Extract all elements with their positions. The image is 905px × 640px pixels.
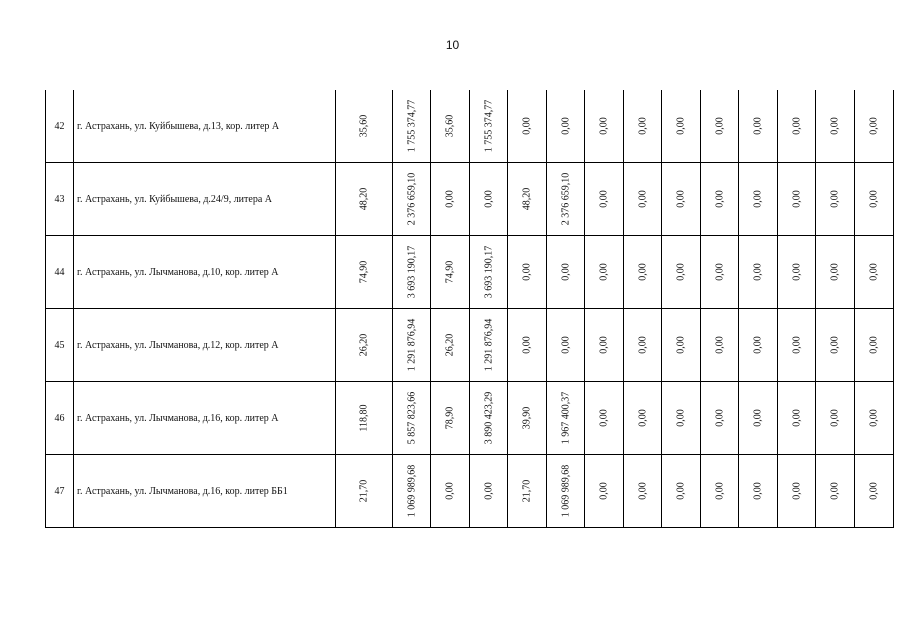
value-cell xyxy=(470,382,508,455)
value-text: 0,00 xyxy=(444,190,456,208)
value-text: 0,00 xyxy=(598,409,610,427)
value-cell xyxy=(778,163,816,236)
value-text: 0,00 xyxy=(483,482,494,500)
value-text: 1 291 876,94 xyxy=(406,318,417,372)
value-cell xyxy=(585,455,624,528)
value-text: 1 069 989,68 xyxy=(406,464,417,518)
value-text: 0,00 xyxy=(675,117,687,135)
value-cell xyxy=(662,236,701,309)
value-text: 0,00 xyxy=(444,482,456,500)
value-cell xyxy=(585,236,624,309)
value-text: 3 693 190,17 xyxy=(483,245,494,299)
value-cell xyxy=(778,90,816,163)
value-text: 0,00 xyxy=(714,336,725,354)
value-cell xyxy=(508,236,547,309)
value-text: 0,00 xyxy=(598,117,610,135)
value-cell xyxy=(624,90,662,163)
value-text: 2 376 659,10 xyxy=(406,172,417,226)
value-text: 1 967 400,37 xyxy=(560,391,571,445)
value-text: 0,00 xyxy=(791,117,802,135)
value-text: 26,20 xyxy=(444,333,456,357)
value-cell xyxy=(624,163,662,236)
value-text: 21,70 xyxy=(358,479,370,503)
value-cell xyxy=(701,455,739,528)
value-cell xyxy=(624,236,662,309)
value-cell xyxy=(336,163,393,236)
value-cell xyxy=(624,309,662,382)
row-number: 44 xyxy=(46,236,74,309)
value-cell xyxy=(393,236,431,309)
page-number: 10 xyxy=(445,38,460,52)
value-text: 0,00 xyxy=(714,263,725,281)
value-cell xyxy=(508,382,547,455)
value-text: 0,00 xyxy=(829,190,841,208)
table-row xyxy=(46,90,894,163)
value-cell xyxy=(393,163,431,236)
value-cell xyxy=(336,382,393,455)
value-text: 0,00 xyxy=(637,409,648,427)
value-cell xyxy=(431,90,470,163)
value-cell xyxy=(701,309,739,382)
value-text: 0,00 xyxy=(675,263,687,281)
value-text: 48,20 xyxy=(358,187,370,211)
value-cell xyxy=(585,309,624,382)
value-text: 0,00 xyxy=(829,336,841,354)
value-cell xyxy=(816,309,855,382)
value-cell xyxy=(431,309,470,382)
value-text: 0,00 xyxy=(714,117,725,135)
value-cell xyxy=(508,455,547,528)
value-cell xyxy=(816,163,855,236)
value-text: 0,00 xyxy=(560,263,571,281)
value-cell xyxy=(662,309,701,382)
value-cell xyxy=(393,309,431,382)
value-cell xyxy=(336,309,393,382)
value-cell xyxy=(431,236,470,309)
value-text: 0,00 xyxy=(560,336,571,354)
value-text: 0,00 xyxy=(675,190,687,208)
value-text: 26,20 xyxy=(358,333,370,357)
value-text: 1 069 989,68 xyxy=(560,464,571,518)
value-text: 0,00 xyxy=(521,263,533,281)
address-cell: г. Астрахань, ул. Лычманова, д.12, кор. литер А xyxy=(74,309,336,382)
value-cell xyxy=(662,455,701,528)
value-text: 0,00 xyxy=(868,117,880,135)
value-cell xyxy=(585,382,624,455)
value-text: 0,00 xyxy=(521,117,533,135)
value-cell xyxy=(585,163,624,236)
value-cell xyxy=(547,90,585,163)
value-cell xyxy=(739,455,778,528)
address-cell: г. Астрахань, ул. Лычманова, д.10, кор. литер А xyxy=(74,236,336,309)
value-text: 0,00 xyxy=(714,190,725,208)
value-text: 74,90 xyxy=(444,260,456,284)
value-cell xyxy=(393,382,431,455)
table-body xyxy=(46,90,894,528)
address-cell: г. Астрахань, ул. Куйбышева, д.13, кор. литер А xyxy=(74,90,336,163)
value-cell xyxy=(336,90,393,163)
value-cell xyxy=(470,236,508,309)
value-text: 0,00 xyxy=(868,336,880,354)
value-cell xyxy=(739,236,778,309)
value-text: 39,90 xyxy=(521,406,533,430)
address-cell: г. Астрахань, ул. Куйбышева, д.24/9, литера А xyxy=(74,163,336,236)
value-cell xyxy=(778,455,816,528)
value-cell xyxy=(855,236,894,309)
value-cell xyxy=(470,455,508,528)
value-text: 0,00 xyxy=(791,482,802,500)
value-cell xyxy=(585,90,624,163)
value-cell xyxy=(508,90,547,163)
value-text: 0,00 xyxy=(829,263,841,281)
value-text: 0,00 xyxy=(675,409,687,427)
value-text: 0,00 xyxy=(791,336,802,354)
value-cell xyxy=(336,236,393,309)
value-text: 0,00 xyxy=(829,482,841,500)
value-cell xyxy=(470,309,508,382)
value-cell xyxy=(547,163,585,236)
value-cell xyxy=(816,455,855,528)
value-cell xyxy=(470,163,508,236)
value-cell xyxy=(662,90,701,163)
value-cell xyxy=(662,163,701,236)
value-text: 74,90 xyxy=(358,260,370,284)
value-cell xyxy=(508,309,547,382)
value-cell xyxy=(701,90,739,163)
value-text: 3 890 423,29 xyxy=(483,391,494,445)
value-text: 0,00 xyxy=(752,336,764,354)
table-row xyxy=(46,455,894,528)
value-cell xyxy=(393,455,431,528)
value-cell xyxy=(431,163,470,236)
value-text: 0,00 xyxy=(483,190,494,208)
value-cell xyxy=(662,382,701,455)
value-text: 0,00 xyxy=(868,190,880,208)
value-cell xyxy=(778,236,816,309)
value-text: 0,00 xyxy=(791,263,802,281)
value-text: 1 291 876,94 xyxy=(483,318,494,372)
row-number: 42 xyxy=(46,90,74,163)
value-cell xyxy=(739,163,778,236)
address-cell: г. Астрахань, ул. Лычманова, д.16, кор. литер ББ1 xyxy=(74,455,336,528)
value-cell xyxy=(778,309,816,382)
value-text: 35,60 xyxy=(358,114,370,138)
value-text: 21,70 xyxy=(521,479,533,503)
value-text: 2 376 659,10 xyxy=(560,172,571,226)
value-text: 0,00 xyxy=(598,263,610,281)
value-text: 0,00 xyxy=(752,263,764,281)
value-cell xyxy=(816,382,855,455)
value-text: 0,00 xyxy=(829,117,841,135)
value-cell xyxy=(855,309,894,382)
value-text: 0,00 xyxy=(752,482,764,500)
value-text: 0,00 xyxy=(675,336,687,354)
address-cell: г. Астрахань, ул. Лычманова, д.16, кор. литер А xyxy=(74,382,336,455)
table-row xyxy=(46,163,894,236)
value-cell xyxy=(547,309,585,382)
value-text: 0,00 xyxy=(752,409,764,427)
housing-table xyxy=(45,90,894,528)
value-text: 0,00 xyxy=(675,482,687,500)
value-text: 1 755 374,77 xyxy=(483,99,494,153)
value-text: 0,00 xyxy=(868,263,880,281)
table-row xyxy=(46,382,894,455)
value-text: 0,00 xyxy=(560,117,571,135)
value-cell xyxy=(547,382,585,455)
value-text: 35,60 xyxy=(444,114,456,138)
row-number: 47 xyxy=(46,455,74,528)
value-text: 0,00 xyxy=(637,336,648,354)
value-text: 0,00 xyxy=(791,190,802,208)
value-cell xyxy=(470,90,508,163)
value-text: 0,00 xyxy=(868,482,880,500)
value-cell xyxy=(701,163,739,236)
value-cell xyxy=(547,455,585,528)
value-text: 48,20 xyxy=(521,187,533,211)
value-text: 0,00 xyxy=(637,117,648,135)
value-text: 0,00 xyxy=(637,263,648,281)
value-text: 1 755 374,77 xyxy=(406,99,417,153)
value-text: 0,00 xyxy=(752,190,764,208)
value-text: 3 693 190,17 xyxy=(406,245,417,299)
table-row xyxy=(46,309,894,382)
value-text: 0,00 xyxy=(714,409,725,427)
row-number: 46 xyxy=(46,382,74,455)
value-cell xyxy=(739,309,778,382)
value-text: 0,00 xyxy=(521,336,533,354)
value-cell xyxy=(739,382,778,455)
value-text: 78,90 xyxy=(444,406,456,430)
value-cell xyxy=(855,163,894,236)
value-text: 0,00 xyxy=(829,409,841,427)
value-cell xyxy=(816,90,855,163)
value-text: 0,00 xyxy=(752,117,764,135)
value-text: 0,00 xyxy=(598,482,610,500)
value-cell xyxy=(336,455,393,528)
value-cell xyxy=(855,382,894,455)
value-text: 5 857 823,66 xyxy=(406,391,417,445)
value-cell xyxy=(393,90,431,163)
value-cell xyxy=(855,90,894,163)
value-cell xyxy=(508,163,547,236)
value-text: 0,00 xyxy=(637,190,648,208)
value-text: 0,00 xyxy=(637,482,648,500)
row-number: 43 xyxy=(46,163,74,236)
value-text: 0,00 xyxy=(714,482,725,500)
value-cell xyxy=(431,455,470,528)
value-text: 0,00 xyxy=(791,409,802,427)
value-cell xyxy=(624,382,662,455)
value-text: 0,00 xyxy=(868,409,880,427)
value-cell xyxy=(778,382,816,455)
value-cell xyxy=(816,236,855,309)
value-cell xyxy=(701,382,739,455)
value-text: 0,00 xyxy=(598,336,610,354)
value-text: 0,00 xyxy=(598,190,610,208)
value-text: 118,80 xyxy=(358,404,370,432)
value-cell xyxy=(701,236,739,309)
value-cell xyxy=(739,90,778,163)
table-row xyxy=(46,236,894,309)
value-cell xyxy=(855,455,894,528)
value-cell xyxy=(431,382,470,455)
value-cell xyxy=(624,455,662,528)
value-cell xyxy=(547,236,585,309)
row-number: 45 xyxy=(46,309,74,382)
